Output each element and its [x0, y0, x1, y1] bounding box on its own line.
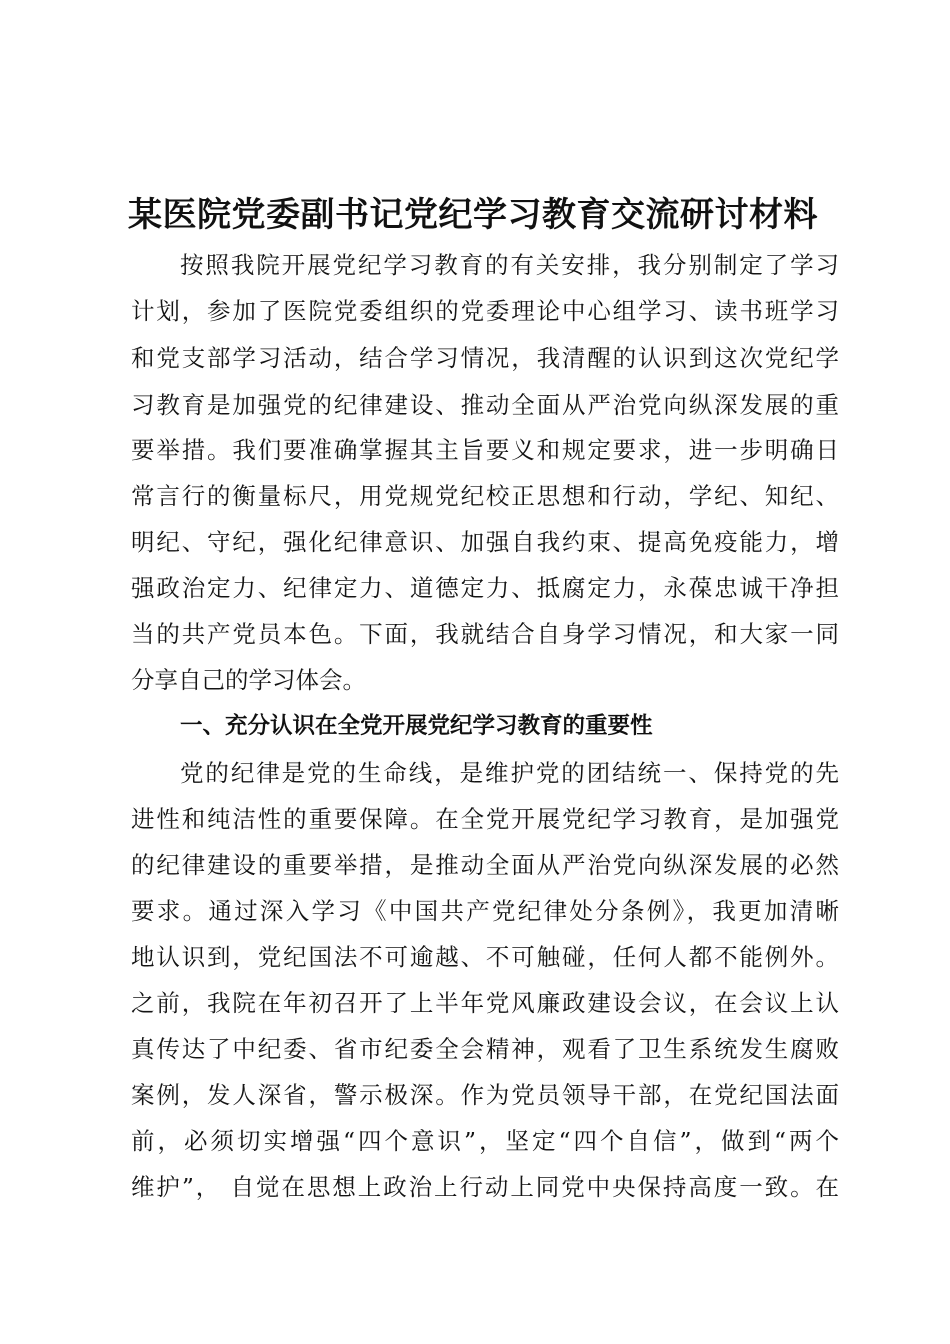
paragraph-line: 进性和纯洁性的重要保障。在全党开展党纪学习教育，是加强党 [131, 805, 839, 833]
paragraph-line: 前，必须切实增强“四个意识”，坚定“四个自信”，做到“两个 [131, 1127, 839, 1155]
section-heading: 一、充分认识在全党开展党纪学习教育的重要性 [180, 713, 653, 739]
paragraph-line: 按照我院开展党纪学习教育的有关安排，我分别制定了学习 [180, 251, 839, 279]
paragraph-line: 之前，我院在年初召开了上半年党风廉政建设会议，在会议上认 [131, 989, 839, 1017]
paragraph-line: 维护”， 自觉在思想上政治上行动上同党中央保持高度一致。在 [131, 1173, 839, 1201]
paragraph-line: 真传达了中纪委、省市纪委全会精神，观看了卫生系统发生腐败 [131, 1035, 839, 1063]
paragraph-line: 和党支部学习活动，结合学习情况，我清醒的认识到这次党纪学 [131, 344, 839, 372]
paragraph-line: 分享自己的学习体会。 [131, 666, 366, 694]
paragraph-line: 要求。通过深入学习《中国共产党纪律处分条例》，我更加清晰 [131, 897, 839, 925]
document-title: 某医院党委副书记党纪学习教育交流研讨材料 [128, 195, 818, 235]
paragraph-line: 常言行的衡量标尺，用党规党纪校正思想和行动，学纪、知纪、 [131, 482, 839, 510]
paragraph-line: 的纪律建设的重要举措，是推动全面从严治党向纵深发展的必然 [131, 851, 839, 879]
paragraph-line: 党的纪律是党的生命线，是维护党的团结统一、保持党的先 [180, 759, 839, 787]
paragraph-line: 地认识到，党纪国法不可逾越、不可触碰，任何人都不能例外。 [131, 943, 839, 971]
paragraph-line: 习教育是加强党的纪律建设、推动全面从严治党向纵深发展的重 [131, 391, 839, 419]
paragraph-line: 强政治定力、纪律定力、道德定力、抵腐定力，永葆忠诚干净担 [131, 574, 839, 602]
paragraph-line: 计划，参加了医院党委组织的党委理论中心组学习、读书班学习 [131, 297, 839, 325]
paragraph-line: 案例，发人深省，警示极深。作为党员领导干部，在党纪国法面 [131, 1081, 839, 1109]
paragraph-line: 要举措。我们要准确掌握其主旨要义和规定要求，进一步明确日 [131, 436, 839, 464]
paragraph-line: 当的共产党员本色。下面，我就结合自身学习情况，和大家一同 [131, 620, 839, 648]
paragraph-line: 明纪、守纪，强化纪律意识、加强自我约束、提高免疫能力，增 [131, 528, 839, 556]
